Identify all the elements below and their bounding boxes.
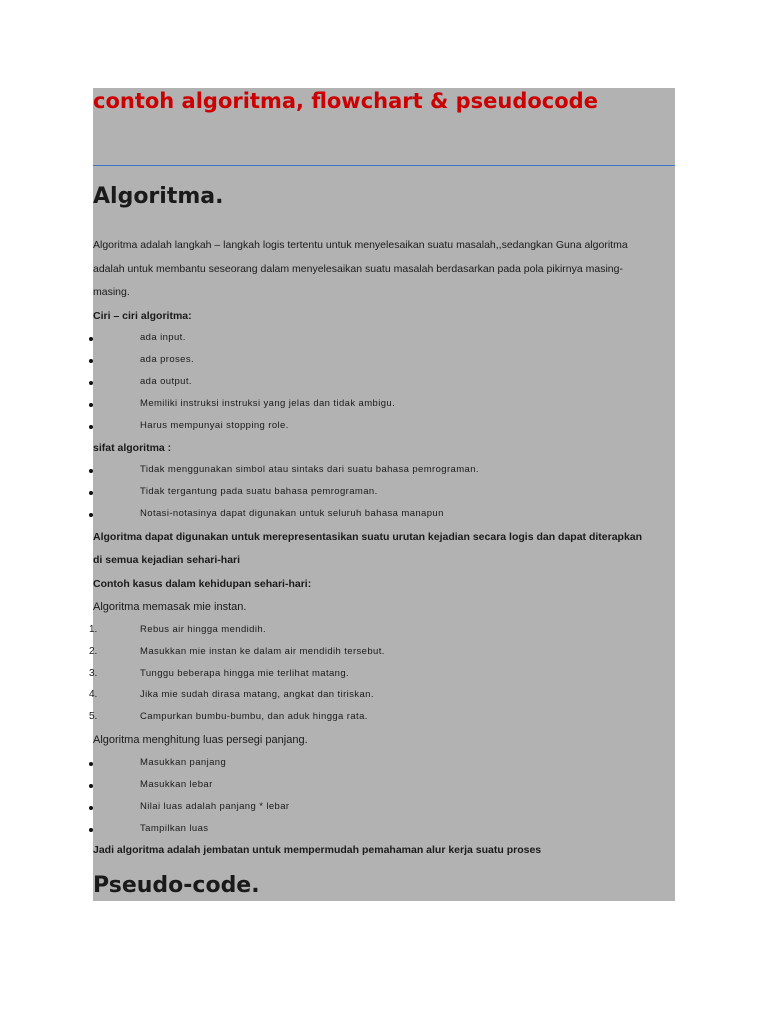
list-item: Tunggu beberapa hingga mie terlihat matang. — [140, 668, 350, 679]
intro-line-2: adalah untuk membantu seseorang dalam menyelesaikan suatu masalah berdasarkan pada pola pikirnya masing- — [93, 263, 623, 275]
statement-line-1: Algoritma dapat digunakan untuk merepresentasikan suatu urutan kejadian secara logis dan dapat diterapkan — [93, 531, 643, 543]
list-item: Notasi-notasinya dapat digunakan untuk seluruh bahasa manapun — [140, 508, 444, 519]
list-item: Tidak menggunakan simbol atau sintaks dari suatu bahasa pemrograman. — [140, 464, 479, 475]
mie-heading: Algoritma memasak mie instan. — [93, 601, 247, 613]
document-page — [89, 88, 675, 901]
conclusion-text: Jadi algoritma adalah jembatan untuk mempermudah pemahaman alur kerja suatu proses — [93, 844, 542, 856]
step-number: 2. — [89, 646, 98, 657]
list-item: Tampilkan luas — [140, 823, 209, 834]
list-item: ada input. — [140, 332, 186, 343]
step-number: 1. — [89, 624, 98, 635]
list-item: Nilai luas adalah panjang * lebar — [140, 801, 290, 812]
luas-heading: Algoritma menghitung luas persegi panjang. — [93, 734, 308, 746]
bullet-icon — [89, 762, 93, 766]
bullet-icon — [89, 828, 93, 832]
list-item: ada output. — [140, 376, 192, 387]
list-item: Jika mie sudah dirasa matang, angkat dan tiriskan. — [140, 689, 374, 700]
bullet-icon — [89, 491, 93, 495]
step-number: 4. — [89, 689, 98, 700]
list-item: Masukkan mie instan ke dalam air mendidih tersebut. — [140, 646, 385, 657]
document-title: contoh algoritma, flowchart & pseudocode — [93, 89, 598, 113]
intro-line-1: Algoritma adalah langkah – langkah logis tertentu untuk menyelesaikan suatu masalah,,sedangkan Guna algoritma — [93, 239, 628, 251]
algoritma-heading: Algoritma. — [93, 184, 224, 209]
bullet-icon — [89, 806, 93, 810]
list-item: Campurkan bumbu-bumbu, dan aduk hingga rata. — [140, 711, 368, 722]
list-item: Memiliki instruksi instruksi yang jelas dan tidak ambigu. — [140, 398, 396, 409]
intro-line-3: masing. — [93, 286, 130, 298]
title-divider — [93, 165, 675, 166]
bullet-icon — [89, 513, 93, 517]
bullet-icon — [89, 403, 93, 407]
bullet-icon — [89, 359, 93, 363]
bullet-icon — [89, 381, 93, 385]
bullet-icon — [89, 784, 93, 788]
list-item: Rebus air hingga mendidih. — [140, 624, 267, 635]
bullet-icon — [89, 425, 93, 429]
statement-line-2: di semua kejadian sehari-hari — [93, 554, 241, 566]
list-item: Harus mempunyai stopping role. — [140, 420, 289, 431]
list-item: Masukkan panjang — [140, 757, 227, 768]
ciri-heading: Ciri – ciri algoritma: — [93, 310, 192, 322]
bullet-icon — [89, 469, 93, 473]
sifat-heading: sifat algoritma : — [93, 442, 172, 454]
list-item: Masukkan lebar — [140, 779, 213, 790]
pseudo-code-heading: Pseudo-code. — [93, 873, 260, 898]
list-item: Tidak tergantung pada suatu bahasa pemrograman. — [140, 486, 378, 497]
list-item: ada proses. — [140, 354, 195, 365]
step-number: 5. — [89, 711, 98, 722]
contoh-heading: Contoh kasus dalam kehidupan sehari-hari: — [93, 578, 312, 590]
bullet-icon — [89, 337, 93, 341]
step-number: 3. — [89, 668, 98, 679]
